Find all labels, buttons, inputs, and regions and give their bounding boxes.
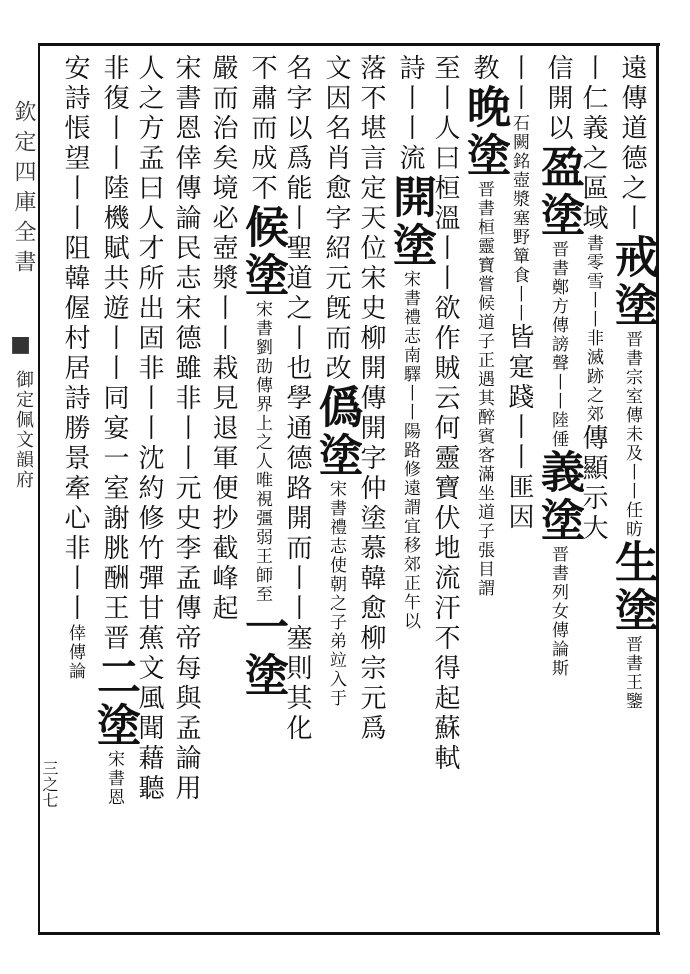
annotation: 晋書桓靈寶嘗候道子正遇其醉賓客滿坐道子張目謂 [474, 180, 494, 598]
entry-headword: 戒塗 [607, 234, 658, 330]
entry-headword: 義塗 [533, 449, 584, 545]
annotation: 晋書鄭方傳謗聲丨丨陸倕 [548, 240, 568, 449]
entry-headword: 開塗 [385, 174, 436, 270]
book-title: 欽定四庫全書 [11, 100, 36, 280]
body-text: 至丨 [430, 54, 460, 114]
body-text: 學通德路開而丨丨塞則其化 [282, 384, 312, 744]
text-column [205, 54, 241, 624]
body-text: 教 [469, 54, 499, 84]
body-text: 皆寔踐丨丨匪因 [504, 323, 534, 533]
body-text: 宋書恩倖傳論民志宋德雖非丨丨元史李孟傳帝每與孟論用 [171, 54, 201, 804]
text-column [607, 54, 658, 711]
annotation: 宋書恩 [104, 750, 124, 807]
text-column [385, 54, 436, 631]
body-text: 丨仁義之區域 [578, 54, 608, 234]
annotation: 倖傳論 [65, 624, 85, 681]
entry-headword: 盈塗 [533, 144, 584, 240]
body-text: 信開以 [543, 54, 573, 144]
book-subtitle: 御定佩文韻府 [13, 370, 34, 490]
body-text: 定天位宋史柳開傳開字仲塗慕韓愈柳宗元爲 [356, 174, 386, 744]
annotation: 石闕銘壺漿塞野簞食丨丨 [509, 114, 529, 323]
body-text: 安詩悵望丨丨阻韓偓村居詩勝景牽心非丨丨 [60, 54, 90, 624]
body-text: 遠傳道德之丨 [617, 54, 647, 234]
page-margin-gutter [2, 40, 36, 940]
annotation: 晋書宗室傳未及丨丨任昉 [622, 330, 642, 539]
body-text: 文因名肖愈字紹元旣而改 [321, 54, 351, 384]
body-text: 人曰桓溫丨丨欲作賊云何靈寶伏地流汗不得起蘇軾 [430, 114, 460, 774]
text-column [459, 54, 510, 598]
annotation: 晋書列女傳論斯 [548, 545, 568, 678]
bottom-border [38, 932, 660, 935]
entry-headword: 候塗 [237, 204, 288, 300]
entry-headword: 晚塗 [459, 84, 510, 180]
annotation: 宋書劉劭傳界上之人唯視彊弱王師至 [252, 300, 272, 604]
annotation: 書零雪丨丨非滅跡之郊 [583, 234, 603, 424]
body-text: 非復丨丨陸機賦共遊丨丨同宴一室謝朓酬王晋 [99, 54, 129, 654]
entry-headword: 一塗 [237, 604, 288, 700]
text-column [89, 54, 140, 807]
entry-headword: 僞塗 [311, 384, 362, 480]
annotation: 宋書禮志使朝之子弟竝入于 [326, 480, 346, 708]
annotation: 宋書禮志南驛丨丨陽路修遠謂宜移郊正午以 [400, 270, 420, 631]
text-column [533, 54, 584, 678]
section-mark: ■ [8, 332, 33, 365]
body-text: 嚴而治矣 [208, 54, 238, 174]
body-text: 丨丨 [504, 54, 534, 114]
right-border [656, 43, 659, 935]
body-text: 名字以爲能丨聖道之丨也 [282, 54, 312, 384]
entry-headword: 二塗 [89, 654, 140, 750]
body-text: 傳顯示大 [578, 424, 608, 544]
body-text: 境必壺漿丨丨栽見退軍便抄截峰起 [208, 174, 238, 624]
text-column [168, 54, 204, 804]
top-border [38, 43, 660, 46]
body-text: 不肅而成不 [247, 54, 277, 204]
text-column [57, 54, 93, 681]
annotation: 晋書王鑒 [622, 635, 642, 711]
text-column [237, 54, 288, 700]
body-text: 人之方孟曰人才所出固非丨丨沈約修竹彈甘蕉文風聞藉聽 [134, 54, 164, 804]
body-text: 詩丨丨流 [395, 54, 425, 174]
body-text: 落不堪言 [356, 54, 386, 174]
text-column [427, 54, 463, 774]
page-number: 三之七 [40, 760, 59, 808]
text-column [311, 54, 362, 708]
entry-headword: 生塗 [607, 539, 658, 635]
